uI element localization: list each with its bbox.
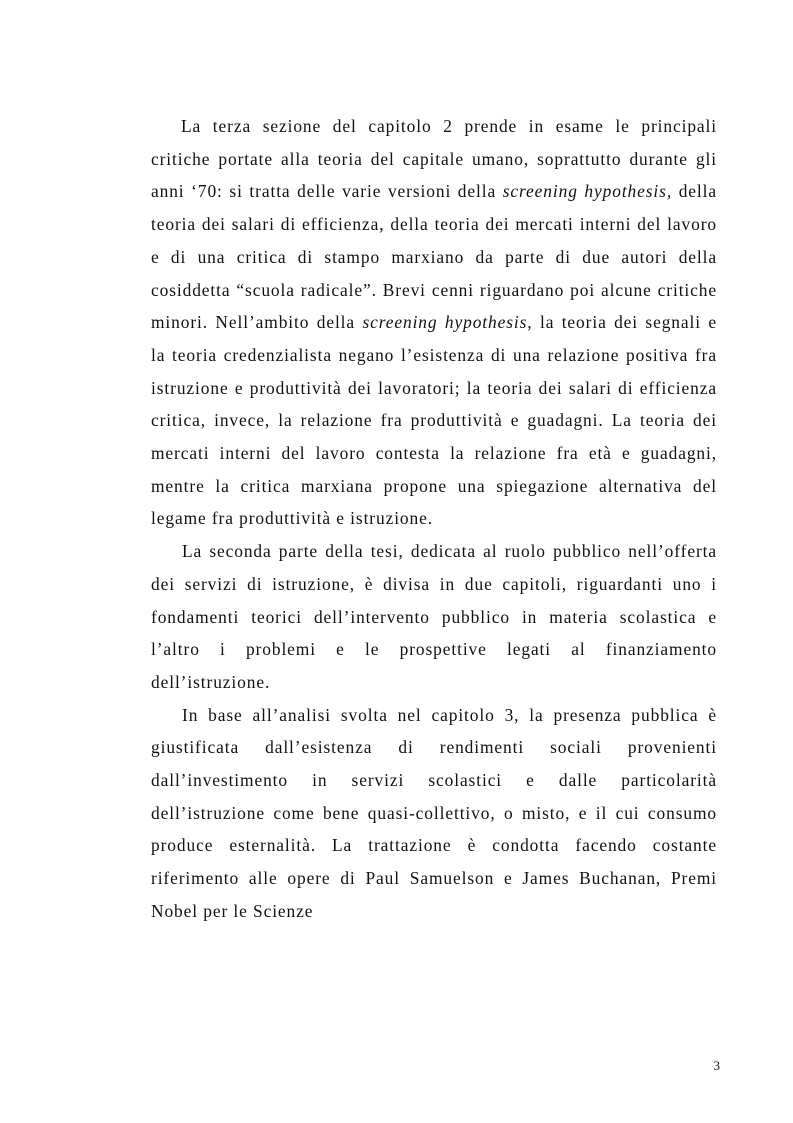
paragraph-1	[151, 110, 717, 535]
paragraph-3	[151, 699, 717, 928]
paragraph-1-segment-3: della teoria dei salari di efficienza, della teoria dei mercati interni del lavoro e di una critica di stampo marxiano da parte di due autori della cosiddetta “scuola radicale”. Brevi cenni riguardano poi alcune critiche minori. Nell’ambito della	[151, 181, 718, 333]
paragraph-1-segment-2: screening hypothesis,	[502, 181, 673, 202]
paragraph-1-segment-1: La terza sezione del capitolo 2 prende in esame le principali critiche portate alla teoria del capitale umano, soprattutto durante gli anni ‘70: si tratta delle varie versioni della	[151, 116, 717, 202]
paragraph-1-segment-5: la teoria dei segnali e la teoria credenzialista negano l’esistenza di una relazione positiva fra istruzione e produttività dei lavoratori; la teoria dei salari di efficienza critica, invece, la relazione fra produttività e guadagni. La teoria dei mercati interni del lavoro contesta la relazione fra età e guadagni, mentre la critica marxiana propone una spiegazione alternativa del legame fra produttività e istruzione.	[151, 312, 717, 529]
paragraph-2-segment-1: La seconda parte della tesi, dedicata al ruolo pubblico nell’offerta dei servizi di istruzione, è divisa in due capitoli, riguardanti uno i fondamenti teorici dell’intervento pubblico in materia scolastica e l’altro i problemi e le prospettive legati al finanziamento dell’istruzione.	[151, 541, 717, 692]
paragraph-1-segment-4: screening hypothesis,	[362, 312, 533, 333]
paragraph-2	[151, 535, 717, 699]
page-number: 3	[713, 1058, 720, 1073]
paragraph-3-segment-1: In base all’analisi svolta nel capitolo 3, la presenza pubblica è giustificata dall’esistenza di rendimenti sociali provenienti dall’investimento in servizi scolastici e dalle particolarità dell’istruzione come bene quasi-collettivo, o misto, e il cui consumo produce esternalità. La trattazione è condotta facendo costante riferimento alle opere di Paul Samuelson e James Buchanan, Premi Nobel per le Scienze	[151, 704, 717, 921]
body-text	[151, 110, 717, 928]
